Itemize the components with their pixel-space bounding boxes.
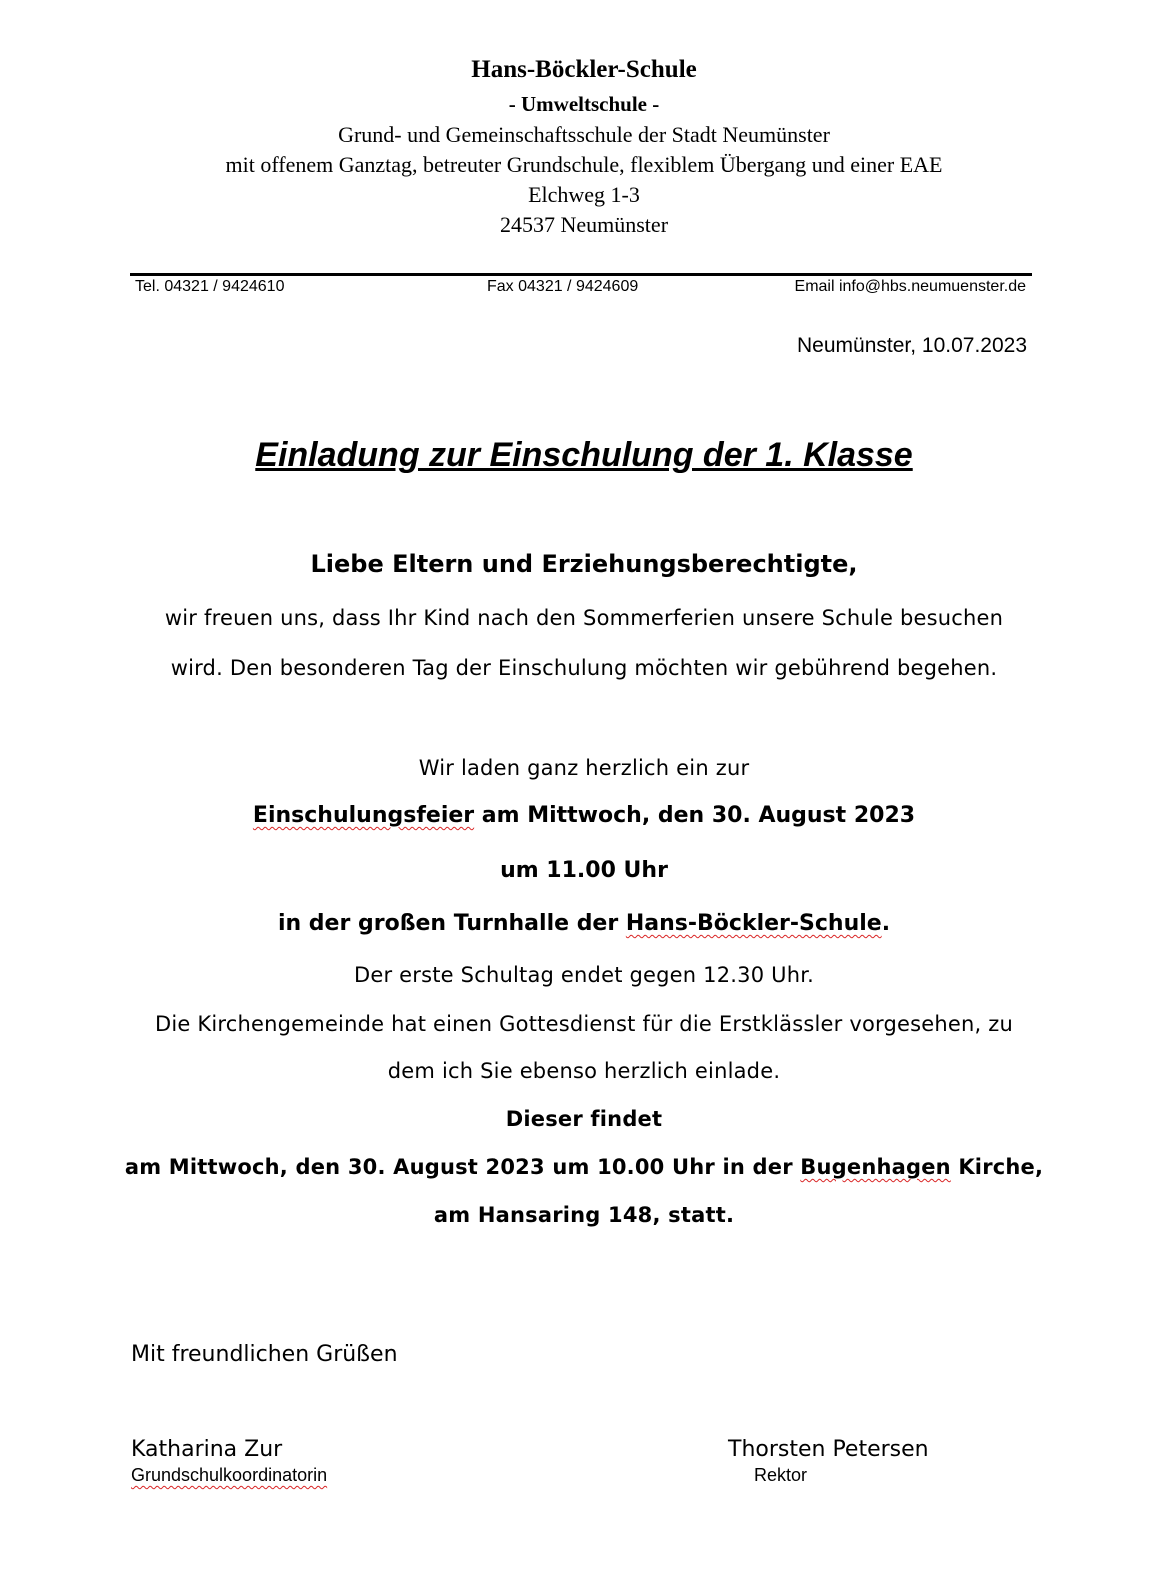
signature-right-role: Rektor [754,1465,808,1485]
service-date-line [0,1155,1168,1179]
signature-right-name: Thorsten Petersen [728,1437,929,1462]
school-street: Elchweg 1-3 [528,182,640,207]
school-features-line: mit offenem Ganztag, betreuter Grundschule, flexiblem Übergang und einer EAE [225,152,943,177]
school-city: 24537 Neumünster [499,212,669,237]
document-title: Einladung zur Einschulung der 1. Klasse [255,436,913,474]
event-location-prefix: in der großen Turnhalle der [277,911,626,936]
event-name: Einschulungsfeier [252,803,475,828]
contact-fax: Fax 04321 / 9424609 [487,278,639,295]
intro-line-1: wir freuen uns, dass Ihr Kind nach den Sommerferien unsere Schule besuchen [164,606,1004,630]
invitation-line: Wir laden ganz herzlich ein zur [418,756,750,780]
intro-line-2: wird. Den besonderen Tag der Einschulung möchten wir gebührend begehen. [170,656,998,680]
service-date: am Mittwoch, den 30. August 2023 um 10.00 Uhr in der [124,1155,801,1179]
event-time: um 11.00 Uhr [500,858,668,883]
signature-left-role [131,1465,327,1486]
event-date-line [0,803,1168,828]
service-church-end: Kirche, [950,1155,1044,1179]
service-intro: Dieser findet [505,1107,663,1131]
school-type-line: Grund- und Gemeinschaftsschule der Stadt Neumünster [338,122,830,147]
church-line-1: Die Kirchengemeinde hat einen Gottesdienst für die Erstklässler vorgesehen, zu [154,1012,1014,1036]
school-name: Hans-Böckler-Schule [471,56,697,83]
event-location-school: Hans-Böckler-Schule [625,911,882,936]
signature-left-name: Katharina Zur [131,1437,283,1462]
event-date: am Mittwoch, den 30. August 2023 [474,803,916,828]
contact-phone: Tel. 04321 / 9424610 [135,278,285,295]
salutation: Liebe Eltern und Erziehungsberechtigte, [310,550,858,578]
letter-date: Neumünster, 10.07.2023 [797,334,1027,357]
school-subtitle: - Umweltschule - [508,92,660,116]
event-location-end: . [881,911,891,936]
letterhead-divider [130,273,1032,276]
closing: Mit freundlichen Grüßen [131,1342,398,1367]
signature-left-role-text: Grundschulkoordinatorin [131,1465,328,1485]
event-location-line [0,911,1168,936]
contact-email: Email info@hbs.neumuenster.de [794,278,1026,295]
service-address: am Hansaring 148, statt. [433,1203,735,1227]
service-church-name: Bugenhagen [800,1155,951,1179]
church-line-2: dem ich Sie ebenso herzlich einlade. [387,1059,781,1083]
first-day-end: Der erste Schultag endet gegen 12.30 Uhr. [353,963,815,987]
